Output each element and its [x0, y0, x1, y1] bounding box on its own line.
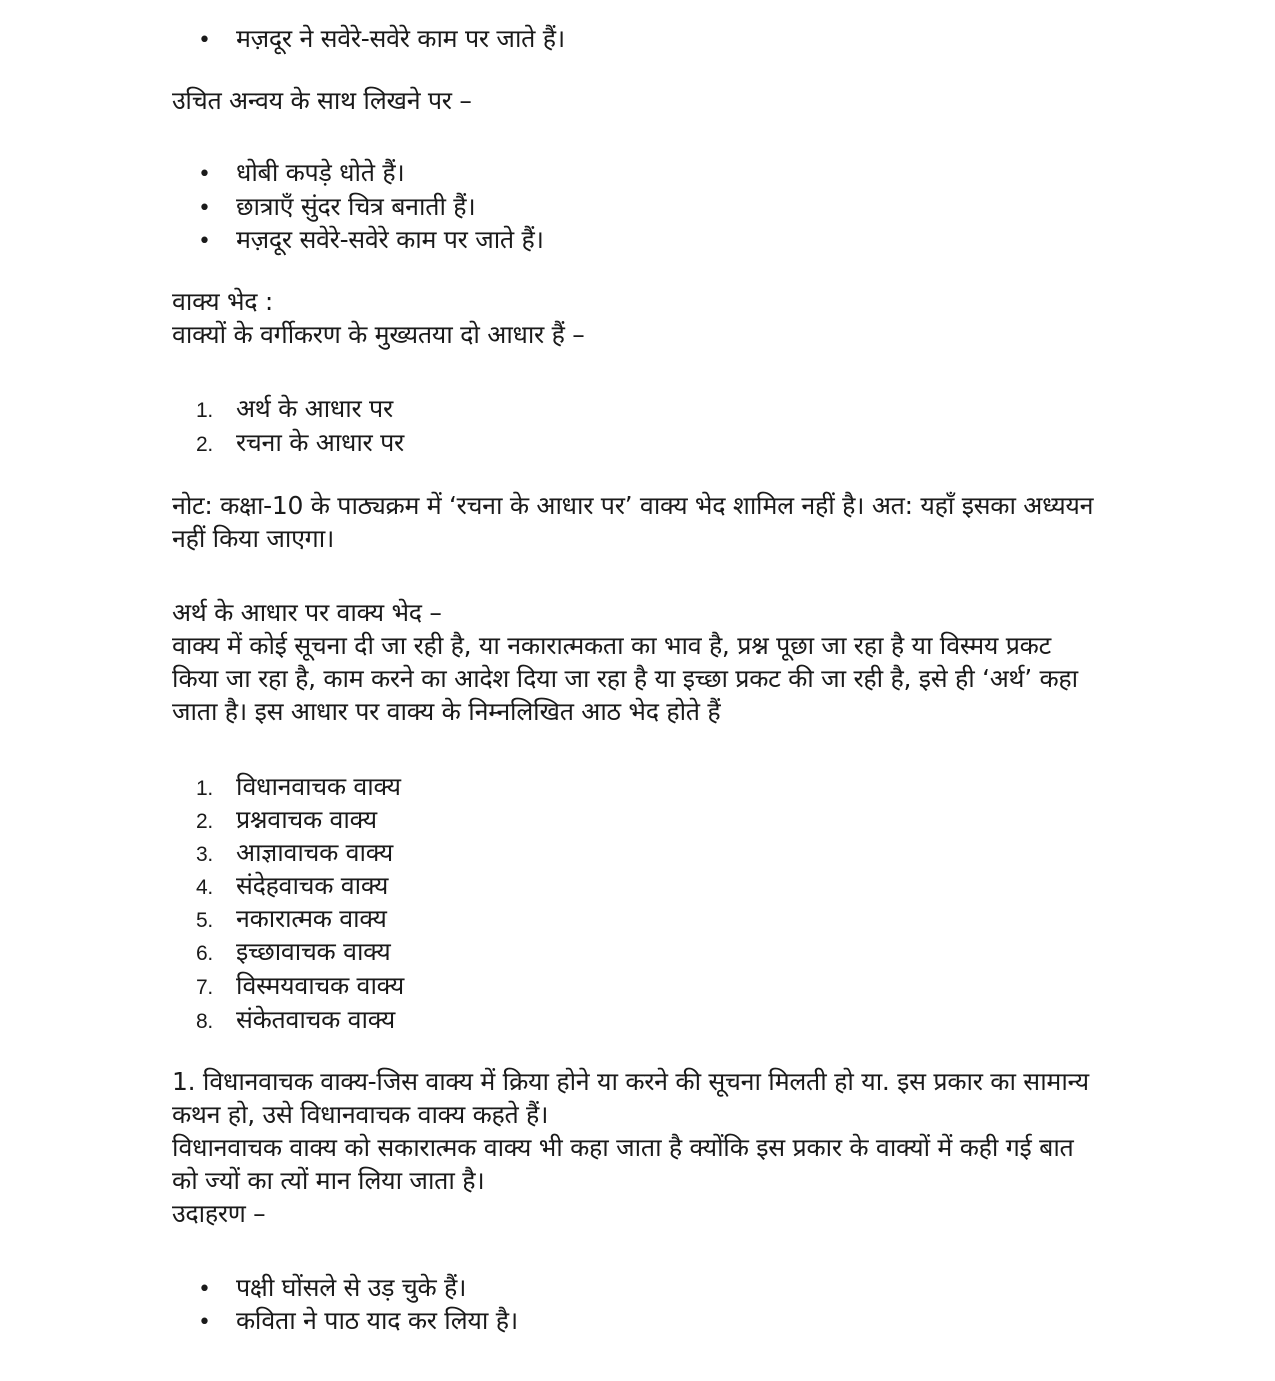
list-item-text: नकारात्मक वाक्य: [236, 904, 387, 933]
list-item: [196, 22, 565, 57]
list-item-text: छात्राएँ सुंदर चित्र बनाती हैं।: [236, 192, 476, 221]
list-item-text: संदेहवाचक वाक्य: [236, 871, 389, 900]
list-item-text: आज्ञावाचक वाक्य: [236, 838, 393, 867]
bullet-marker: •: [198, 1310, 211, 1335]
list-item: [196, 902, 387, 937]
list-item: [196, 156, 404, 191]
section-heading-artha: अर्थ के आधार पर वाक्य भेद –: [172, 598, 442, 627]
list-item-text: प्रश्नवाचक वाक्य: [236, 805, 377, 834]
paragraph-line: कथन हो, उसे विधानवाचक वाक्य कहते हैं।: [172, 1100, 549, 1129]
list-number: 6.: [196, 942, 213, 965]
bullet-marker: •: [198, 162, 211, 187]
list-item-text: संकेतवाचक वाक्य: [236, 1005, 395, 1034]
list-item-text: पक्षी घोंसले से उड़ चुके हैं।: [236, 1273, 467, 1302]
list-number: 2.: [196, 433, 213, 456]
paragraph-correct-intro: उचित अन्वय के साथ लिखने पर –: [172, 86, 472, 115]
list-number: 3.: [196, 843, 213, 866]
list-item-text: अर्थ के आधार पर: [236, 394, 393, 423]
paragraph-line: वाक्य में कोई सूचना दी जा रही है, या नकारात्मकता का भाव है, प्रश्न पूछा जा रहा है या विस्मय प्रकट: [172, 631, 1051, 660]
list-item: [196, 426, 404, 461]
list-item: [196, 1304, 518, 1339]
paragraph-line: 1. विधानवाचक वाक्य-जिस वाक्य में क्रिया होने या करने की सूचना मिलती हो या. इस प्रकार का सामान्य: [172, 1067, 1089, 1096]
list-item: [196, 392, 393, 427]
list-item: [196, 969, 404, 1004]
list-number: 4.: [196, 876, 213, 899]
list-number: 8.: [196, 1010, 213, 1033]
bullet-marker: •: [198, 196, 211, 221]
list-item-text: कविता ने पाठ याद कर लिया है।: [236, 1306, 518, 1335]
bullet-marker: •: [198, 1277, 211, 1302]
list-item-text: मज़दूर ने सवेरे-सवेरे काम पर जाते हैं।: [236, 24, 565, 53]
paragraph-line: को ज्यों का त्यों मान लिया जाता है।: [172, 1166, 485, 1195]
paragraph-bhed-intro: वाक्यों के वर्गीकरण के मुख्यतया दो आधार हैं –: [172, 320, 585, 349]
list-item: [196, 1003, 395, 1038]
bullet-marker: •: [198, 28, 211, 53]
list-item: [196, 770, 401, 805]
list-item-text: रचना के आधार पर: [236, 428, 404, 457]
list-item-text: विधानवाचक वाक्य: [236, 772, 401, 801]
list-item: [196, 803, 377, 838]
list-item: [196, 223, 544, 258]
list-item: [196, 190, 475, 225]
paragraph-line: जाता है। इस आधार पर वाक्य के निम्नलिखित आठ भेद होते हैं: [172, 697, 721, 726]
section-heading-vakya-bhed: वाक्य भेद :: [172, 287, 274, 316]
paragraph-line: विधानवाचक वाक्य को सकारात्मक वाक्य भी कहा जाता है क्योंकि इस प्रकार के वाक्यों में कही गई बात: [172, 1133, 1074, 1162]
list-item: [196, 836, 393, 871]
list-item: [196, 869, 388, 904]
list-number: 1.: [196, 399, 213, 422]
list-item-text: विस्मयवाचक वाक्य: [236, 971, 404, 1000]
example-heading: उदाहरण –: [172, 1199, 266, 1228]
list-item-text: मज़दूर सवेरे-सवेरे काम पर जाते हैं।: [236, 225, 544, 254]
list-item: [196, 935, 390, 970]
list-item-text: इच्छावाचक वाक्य: [236, 937, 391, 966]
list-number: 2.: [196, 810, 213, 833]
list-item-text: धोबी कपड़े धोते हैं।: [236, 158, 405, 187]
list-item: [196, 1271, 466, 1306]
list-number: 7.: [196, 976, 213, 999]
list-number: 5.: [196, 909, 213, 932]
list-number: 1.: [196, 777, 213, 800]
bullet-marker: •: [198, 229, 211, 254]
paragraph-line: किया जा रहा है, काम करने का आदेश दिया जा रहा है या इच्छा प्रकट की जा रही है, इसे ही ‘अर्थ’ कहा: [172, 664, 1078, 693]
note-line: नोट: कक्षा-10 के पाठ्यक्रम में ‘रचना के आधार पर’ वाक्य भेद शामिल नहीं है। अत: यहाँ इसका अध्ययन: [172, 491, 1094, 520]
note-line: नहीं किया जाएगा।: [172, 524, 335, 553]
